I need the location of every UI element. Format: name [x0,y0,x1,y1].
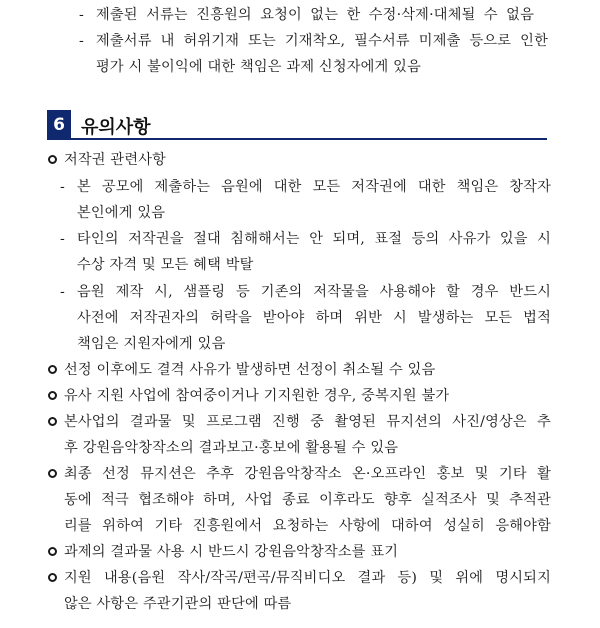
circle-bullet-icon [48,417,57,426]
dash-marker: - [60,284,65,300]
circle-bullet-icon [48,155,57,164]
item-media-line-1: 본사업의 결과물 및 프로그램 진행 중 촬영된 뮤지션의 사진/영상은 추 [64,414,551,430]
section-heading [47,110,547,140]
item-promotion-line-1: 최종 선정 뮤지션은 추후 강원음악창작소 온·오프라인 홍보 및 기타 활 [64,466,551,482]
item-cancellation: 선정 이후에도 결격 사유가 발생하면 선정이 취소될 수 있음 [64,362,436,378]
item-duplicate: 유사 지원 사업에 참여중이거나 기지원한 경우, 중복지원 불가 [64,388,450,404]
circle-bullet-icon [48,547,57,556]
top-item-2-line-2: 평가 시 불이익에 대한 책임은 과제 신청자에게 있음 [96,59,421,75]
item-media-line-2: 후 강원음악창작소의 결과보고·홍보에 활용될 수 있음 [64,440,399,456]
top-item-2-line-1: 제출서류 내 허위기재 또는 기재착오, 필수서류 미제출 등으로 인한 [96,33,548,49]
dash-marker: - [79,7,84,23]
section-underline [71,138,547,140]
circle-bullet-icon [48,365,57,374]
copyright-sub-2-line-2: 수상 자격 및 모든 혜택 박탈 [77,257,254,273]
copyright-sub-3-line-3: 책임은 지원자에게 있음 [77,336,226,352]
item-discretion-line-1: 지원 내용(음원 작사/작곡/편곡/뮤직비디오 결과 등) 및 위에 명시되지 [64,570,551,586]
dash-marker: - [60,231,65,247]
dash-marker: - [60,179,65,195]
item-credit: 과제의 결과물 사용 시 반드시 강원음악창작소를 표기 [64,544,399,560]
dash-marker: - [79,33,84,49]
circle-bullet-icon [48,469,57,478]
circle-bullet-icon [48,573,57,582]
circle-bullet-icon [48,391,57,400]
copyright-sub-3-line-2: 사전에 저작권자의 허락을 받아야 하며 위반 시 발생하는 모든 법적 [77,310,551,326]
copyright-sub-2-line-1: 타인의 저작권을 절대 침해해서는 안 되며, 표절 등의 사유가 있을 시 [77,231,551,247]
top-item-1-line-1: 제출된 서류는 진흥원의 요청이 없는 한 수정·삭제·대체될 수 없음 [96,7,534,23]
section-title: 유의사항 [81,117,151,138]
item-promotion-line-2: 동에 적극 협조해야 하며, 사업 종료 이후라도 향후 실적조사 및 추적관 [64,492,551,508]
copyright-sub-3-line-1: 음원 제작 시, 샘플링 등 기존의 저작물을 사용해야 할 경우 반드시 [77,284,551,300]
copyright-sub-1-line-1: 본 공모에 제출하는 음원에 대한 모든 저작권에 대한 책임은 창작자 [77,179,551,195]
copyright-sub-1-line-2: 본인에게 있음 [77,205,166,221]
item-discretion-line-2: 않은 사항은 주관기관의 판단에 따름 [64,596,292,612]
item-promotion-line-3: 리를 위하여 기타 진흥원에서 요청하는 사항에 대하여 성실히 응해야함 [64,518,551,534]
section-number: 6 [47,110,71,140]
item-copyright-title: 저작권 관련사항 [64,152,167,168]
